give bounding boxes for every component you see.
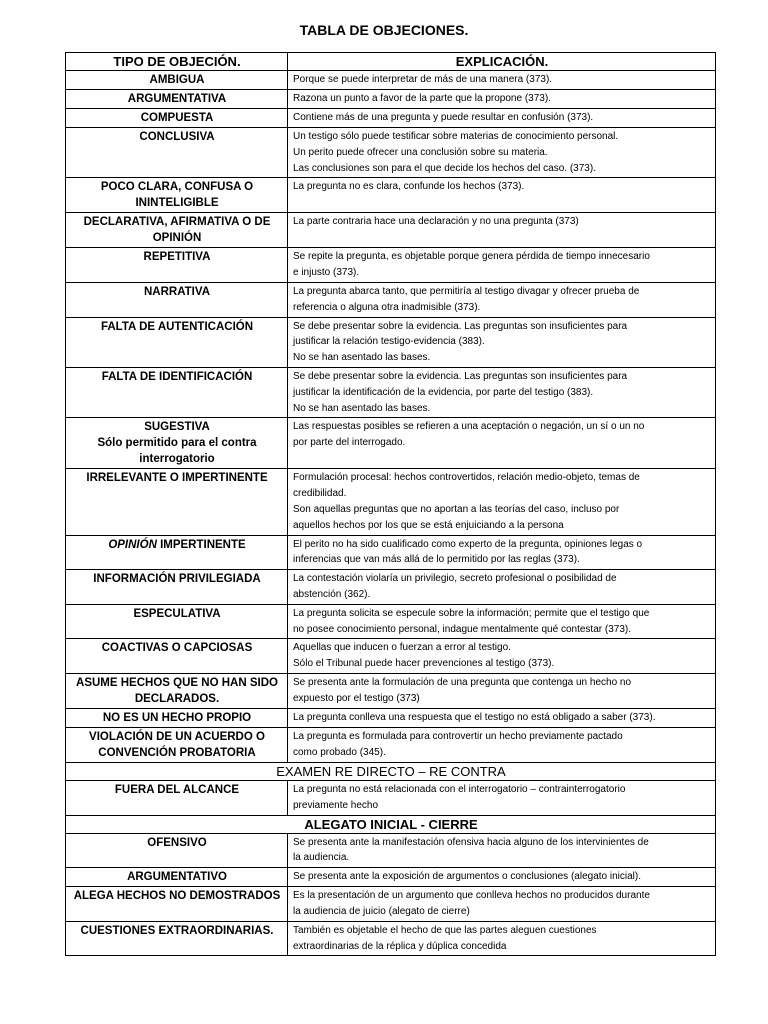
objection-type-cell (66, 128, 288, 178)
explanation-line: e injusto (373). (293, 267, 360, 279)
explanation-line: aquellos hechos por los que se está enjuiciando a la persona (293, 519, 564, 531)
explanation-line: Es la presentación de un argumento que conlleva hechos no producidos durante (293, 890, 650, 902)
table-row (66, 213, 716, 248)
explanation-cell (288, 469, 716, 535)
explanation-cell (288, 282, 716, 317)
table-row (66, 317, 716, 367)
section-heading-redirect: EXAMEN RE DIRECTO – RE CONTRA (66, 762, 716, 780)
explanation-line: El perito no ha sido cualificado como experto de la pregunta, opiniones legas o (293, 538, 643, 550)
table-row (66, 535, 716, 570)
explanation-cell (288, 418, 716, 469)
explanation-cell (288, 535, 716, 570)
header-explanation: EXPLICACIÓN. (288, 53, 716, 71)
explanation-line: justificar la relación testigo-evidencia (383). (293, 336, 485, 348)
explanation-line: referencia o alguna otra inadmisible (373). (293, 301, 481, 313)
table-row (66, 128, 716, 178)
table-row (66, 367, 716, 417)
explanation-cell (288, 213, 716, 248)
objection-type-cell (66, 639, 288, 674)
objections-body (66, 71, 716, 763)
explanation-cell (288, 639, 716, 674)
table-row (66, 71, 716, 90)
explanation-line: previamente hecho (293, 799, 379, 811)
explanation-line: Formulación procesal: hechos controvertidos, relación medio-objeto, temas de (293, 472, 640, 484)
objection-type-line: INFORMACIÓN PRIVILEGIADA (93, 573, 261, 586)
objection-type-line: VIOLACIÓN DE UN ACUERDO O (89, 730, 265, 743)
objection-type-line: NO ES UN HECHO PROPIO (102, 711, 252, 724)
objection-type-line: NARRATIVA (143, 285, 210, 298)
explanation-cell (288, 367, 716, 417)
explanation-cell (288, 317, 716, 367)
objection-type-line: ARGUMENTATIVA (127, 93, 227, 105)
explanation-line: Aquellas que inducen o fuerzan a error al testigo. (293, 642, 511, 654)
explanation-line: La pregunta es formulada para controvertir un hecho previamente pactado (293, 730, 623, 742)
objection-type-cell (66, 727, 288, 762)
objections-table (65, 52, 716, 956)
explanation-line: La pregunta no es clara, confunde los hechos (373). (293, 181, 525, 193)
objection-type-cell (66, 71, 288, 90)
objection-type-line: DECLARATIVA, AFIRMATIVA O DE (83, 216, 271, 229)
objection-type-line: CONVENCIÓN PROBATORIA (98, 746, 256, 759)
objection-type-cell (66, 673, 288, 708)
table-row (66, 90, 716, 109)
table-row (66, 780, 716, 815)
objection-type-line: IRRELEVANTE O IMPERTINENTE (86, 472, 268, 485)
header-type: TIPO DE OBJECIÓN. (66, 53, 288, 71)
explanation-line: la audiencia de juicio (alegato de cierre) (293, 905, 470, 917)
objection-type-cell (66, 213, 288, 248)
table-row (66, 887, 716, 922)
objection-type-cell (66, 109, 288, 128)
explanation-line: Son aquellas preguntas que no aportan a las teorías del caso, incluso por (293, 503, 620, 515)
table-row (66, 248, 716, 283)
page-title: TABLA DE OBJECIONES. (299, 22, 469, 38)
explanation-cell (288, 708, 716, 727)
explanation-line: Las respuestas posibles se refieren a una aceptación o negación, un sí o un no (293, 421, 645, 433)
explanation-line: La pregunta no está relacionada con el interrogatorio – contrainterrogatorio (293, 783, 626, 795)
objection-type-line: COMPUESTA (140, 112, 214, 124)
table-row (66, 570, 716, 605)
explanation-line: Se debe presentar sobre la evidencia. Las preguntas son insuficientes para (293, 320, 628, 332)
table-row (66, 921, 716, 956)
explanation-line: La parte contraria hace una declaración y no una pregunta (373) (293, 216, 579, 228)
objection-type-line: OFENSIVO (147, 836, 207, 849)
section-row (66, 815, 716, 833)
objection-type-cell (66, 469, 288, 535)
explanation-cell (288, 570, 716, 605)
objection-type-cell (66, 317, 288, 367)
explanation-line: extraordinarias de la réplica y dúplica concedida (293, 940, 507, 952)
objection-type-italic: OPINIÓN (108, 538, 157, 551)
explanation-cell (288, 248, 716, 283)
objection-type-rest: IMPERTINENTE (156, 538, 246, 551)
explanation-line: Un testigo sólo puede testificar sobre materias de conocimiento personal. (293, 131, 619, 142)
explanation-line: Razona un punto a favor de la parte que la propone (373). (293, 93, 551, 104)
objection-type-line: OPINIÓN (152, 232, 202, 245)
objection-type-line: SUGESTIVA (144, 421, 210, 434)
explanation-cell (288, 109, 716, 128)
table-row (66, 604, 716, 639)
explanation-line: Porque se puede interpretar de más de una manera (373). (293, 74, 553, 85)
objection-type-line: ALEGA HECHOS NO DEMOSTRADOS (73, 890, 281, 903)
objection-type-line: CONCLUSIVA (139, 131, 215, 143)
explanation-line: Un perito puede ofrecer una conclusión sobre su materia. (293, 146, 548, 158)
explanation-line: También es objetable el hecho de que las partes aleguen cuestiones (293, 924, 597, 936)
table-row (66, 868, 716, 887)
explanation-line: expuesto por el testigo (373) (293, 692, 420, 704)
objection-type-line: FUERA DEL ALCANCE (114, 783, 240, 796)
explanation-line: Se debe presentar sobre la evidencia. Las preguntas son insuficientes para (293, 370, 628, 382)
explanation-cell (288, 178, 716, 213)
explanation-cell (288, 833, 716, 868)
objection-type-cell (66, 367, 288, 417)
table-row (66, 673, 716, 708)
explanation-cell (288, 727, 716, 762)
explanation-line: La pregunta solicita se especule sobre la información; permite que el testigo que (293, 607, 650, 619)
objection-type-cell (66, 90, 288, 109)
explanation-line: No se han asentado las bases. (293, 402, 431, 414)
explanation-line: La pregunta abarca tanto, que permitiría al testigo divagar y ofrecer prueba de (293, 285, 640, 297)
objection-type-cell (66, 708, 288, 727)
explanation-cell (288, 604, 716, 639)
objection-type-line: AMBIGUA (149, 74, 205, 86)
explanation-line: Se presenta ante la formulación de una pregunta que contenga un hecho no (293, 676, 632, 688)
explanation-cell (288, 780, 716, 815)
explanation-line: justificar la identificación de la evidencia, por parte del testigo (383). (293, 386, 594, 398)
table-row (66, 469, 716, 535)
objection-type-line: Sólo permitido para el contra (97, 437, 257, 450)
objection-type-cell (66, 868, 288, 887)
table-row (66, 109, 716, 128)
objection-type-cell (66, 833, 288, 868)
table-row (66, 418, 716, 469)
table-row (66, 727, 716, 762)
objection-type-line: ARGUMENTATIVO (127, 871, 227, 884)
explanation-line: Sólo el Tribunal puede hacer prevenciones al testigo (373). (293, 658, 555, 670)
explanation-cell (288, 887, 716, 922)
objection-type-cell (66, 921, 288, 956)
objection-type-line: CUESTIONES EXTRAORDINARIAS. (80, 924, 274, 937)
objection-type-cell (66, 780, 288, 815)
objection-type-line: COACTIVAS O CAPCIOSAS (101, 642, 253, 655)
objection-type-cell (66, 178, 288, 213)
explanation-cell (288, 673, 716, 708)
explanation-line: La pregunta conlleva una respuesta que el testigo no está obligado a saber (373). (293, 711, 656, 723)
explanation-line: Se presenta ante la manifestación ofensiva hacia alguno de los intervinientes de (293, 836, 649, 848)
explanation-line: por parte del interrogado. (293, 437, 406, 449)
explanation-line: Se repite la pregunta, es objetable porque genera pérdida de tiempo innecesario (293, 251, 650, 263)
explanation-cell (288, 868, 716, 887)
table-header-row (66, 53, 716, 71)
explanation-line: no posee conocimiento personal, indague mentalmente qué contestar (373). (293, 623, 631, 635)
objection-type-cell (66, 248, 288, 283)
alegato-body (66, 833, 716, 956)
redirect-body (66, 780, 716, 815)
explanation-line: abstención (362). (293, 588, 371, 600)
explanation-line: inferencias que van más allá de lo permitido por las reglas (373). (293, 554, 580, 566)
explanation-line: La contestación violaría un privilegio, secreto profesional o posibilidad de (293, 573, 617, 585)
objection-type-line: ESPECULATIVA (133, 607, 221, 620)
objection-type-line: REPETITIVA (143, 251, 211, 264)
section-row (66, 762, 716, 780)
table-row (66, 833, 716, 868)
objection-type-cell (66, 282, 288, 317)
objection-type-line: DECLARADOS. (134, 692, 220, 705)
explanation-cell (288, 90, 716, 109)
section-heading-alegato: ALEGATO INICIAL - CIERRE (66, 815, 716, 833)
objection-type-line: ASUME HECHOS QUE NO HAN SIDO (76, 676, 278, 689)
objection-type-line: FALTA DE AUTENTICACIÓN (100, 320, 254, 333)
objection-type-cell (66, 418, 288, 469)
table-row (66, 178, 716, 213)
explanation-line: como probado (345). (293, 746, 386, 758)
explanation-cell (288, 128, 716, 178)
objection-type-line: interrogatorio (139, 453, 215, 466)
objection-type-cell (66, 887, 288, 922)
table-row (66, 708, 716, 727)
explanation-line: Se presenta ante la exposición de argumentos o conclusiones (alegato inicial). (293, 871, 641, 883)
explanation-cell (288, 71, 716, 90)
objection-type-line: FALTA DE IDENTIFICACIÓN (101, 370, 253, 383)
explanation-line: credibilidad. (293, 488, 347, 500)
objection-type-cell (66, 604, 288, 639)
explanation-line: la audiencia. (293, 852, 350, 864)
objection-type-line: POCO CLARA, CONFUSA O (100, 181, 254, 194)
objection-type-cell (66, 570, 288, 605)
objection-type-line: ININTELIGIBLE (135, 197, 219, 210)
explanation-line: No se han asentado las bases. (293, 352, 431, 364)
explanation-line: Las conclusiones son para el que decide los hechos del caso. (373). (293, 162, 596, 174)
table-row (66, 639, 716, 674)
objection-type-cell (66, 535, 288, 570)
explanation-line: Contiene más de una pregunta y puede resultar en confusión (373). (293, 112, 594, 123)
explanation-cell (288, 921, 716, 956)
table-row (66, 282, 716, 317)
